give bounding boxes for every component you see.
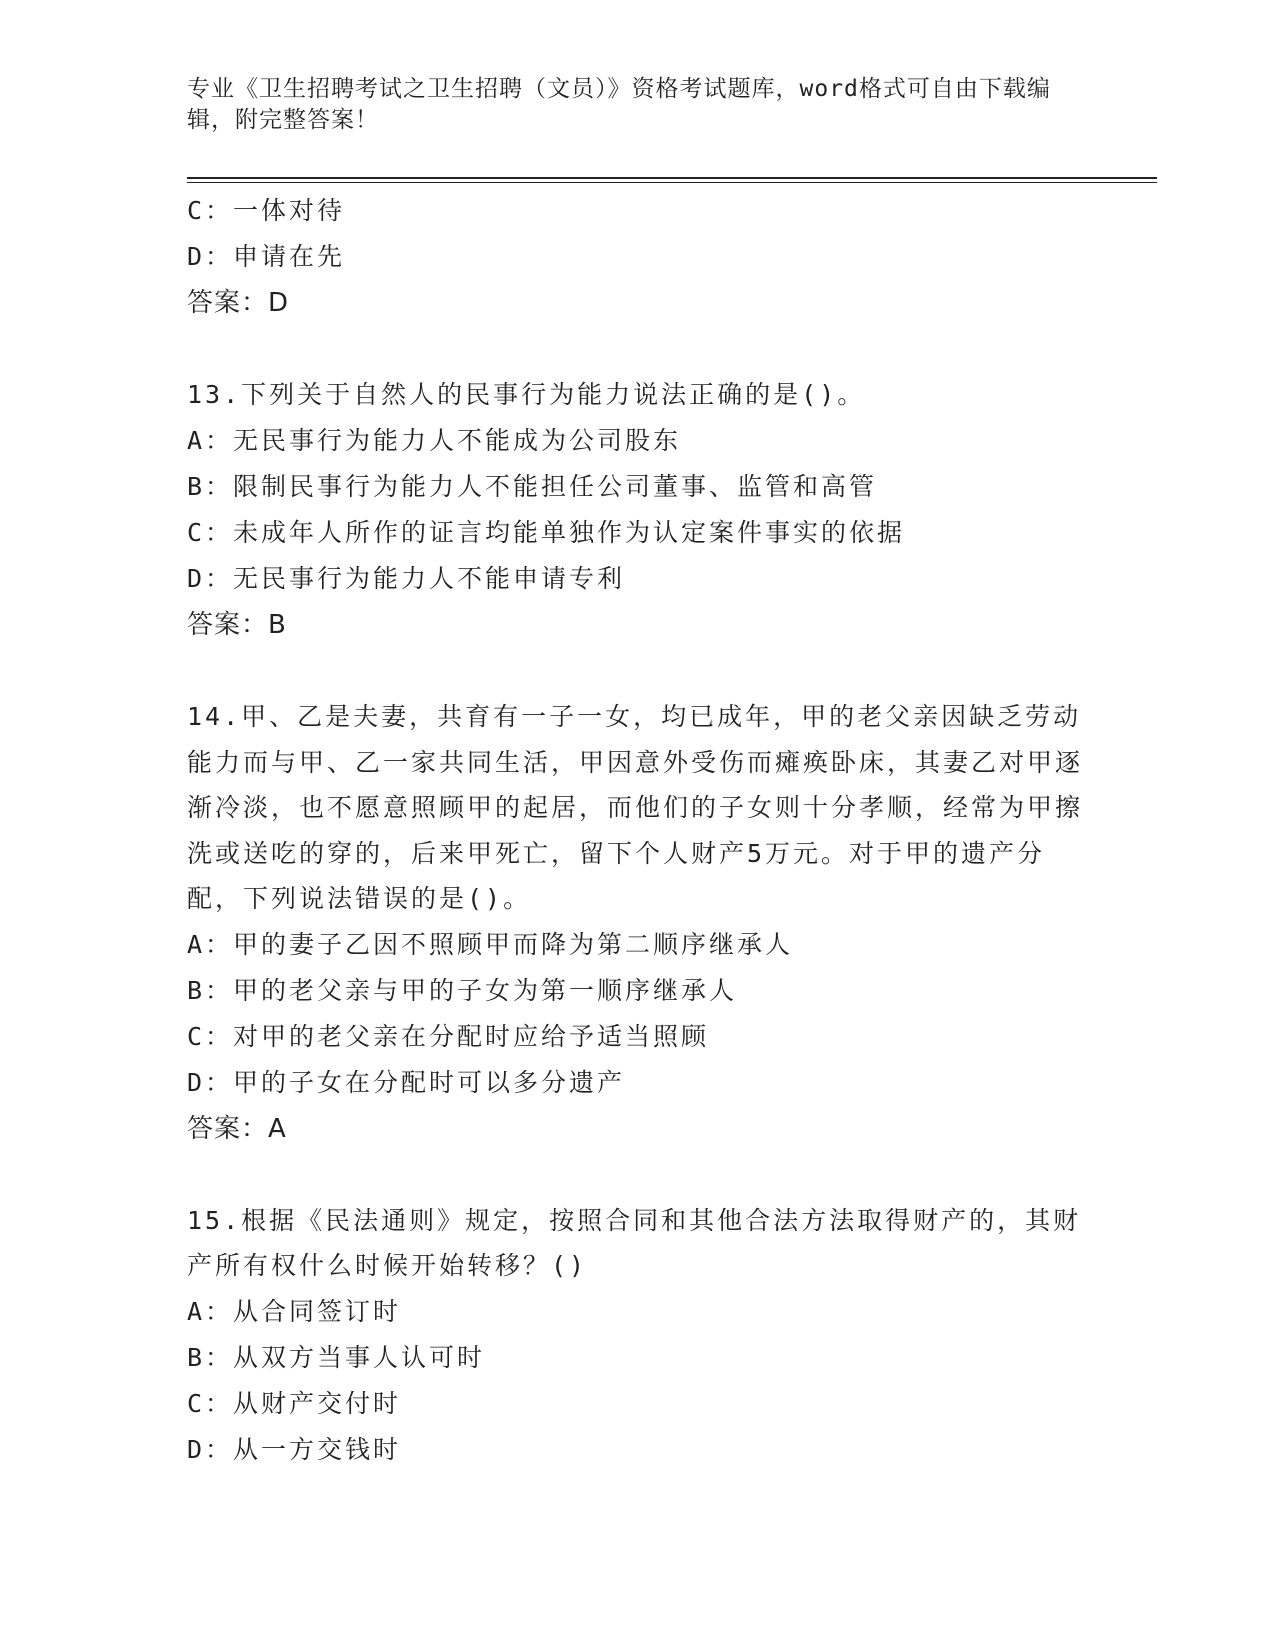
header-rule-thick [187,177,1157,179]
document-header: 专业《卫生招聘考试之卫生招聘（文员）》资格考试题库，word格式可自由下载编辑，附完整答案！ [187,76,1051,133]
q13-stem: 13.下列关于自然人的民事行为能力说法正确的是()。 [187,380,866,409]
q12-option-d: D：申请在先 [187,242,346,271]
q14-option-c: C：对甲的老父亲在分配时应给予适当照顾 [187,1021,710,1051]
q12-answer: 答案：D [187,288,290,318]
q14-option-b: B：甲的老父亲与甲的子女为第一顺序继承人 [187,975,738,1005]
q14-stem: 14.甲、乙是夫妻，共育有一子一女，均已成年，甲的老父亲因缺乏劳动能力而与甲、乙一家共同生活，甲因意外受伤而瘫痪卧床，其妻乙对甲逐渐冷淡，也不愿意照顾甲的起居，而他们的子女则十分孝顺，经常为甲擦洗或送吃的穿的，后来甲死亡，留下个人财产5万元。对于甲的遗产分配，下列说法错误的是()。 [187,702,1084,913]
q14-answer: 答案：A [187,1113,287,1144]
spacer [187,326,1087,372]
q13-option-d: D：无民事行为能力人不能申请专利 [187,564,626,593]
q13-answer: 答案：B [187,610,287,640]
q15-option-a: A：从合同签订时 [187,1296,402,1326]
question-list [187,188,1087,1473]
q13-option-a: A：无民事行为能力人不能成为公司股东 [187,426,682,455]
spacer [187,648,1087,694]
q13-option-b: B：限制民事行为能力人不能担任公司董事、监管和高管 [187,472,878,501]
q14-option-d: D：甲的子女在分配时可以多分遗产 [187,1067,626,1097]
q13-option-c: C：未成年人所作的证言均能单独作为认定案件事实的依据 [187,518,906,547]
q15-stem: 15.根据《民法通则》规定，按照合同和其他合法方法取得财产的，其财产所有权什么时候开始转移？() [187,1205,1082,1280]
spacer [187,1152,1087,1198]
q14-option-a: A：甲的妻子乙因不照顾甲而降为第二顺序继承人 [187,929,794,959]
q15-option-d: D：从一方交钱时 [187,1434,402,1464]
header-rule-thin [187,182,1157,183]
q12-option-c: C：一体对待 [187,196,346,225]
q15-option-b: B：从双方当事人认可时 [187,1342,486,1372]
q15-option-c: C：从财产交付时 [187,1388,402,1418]
